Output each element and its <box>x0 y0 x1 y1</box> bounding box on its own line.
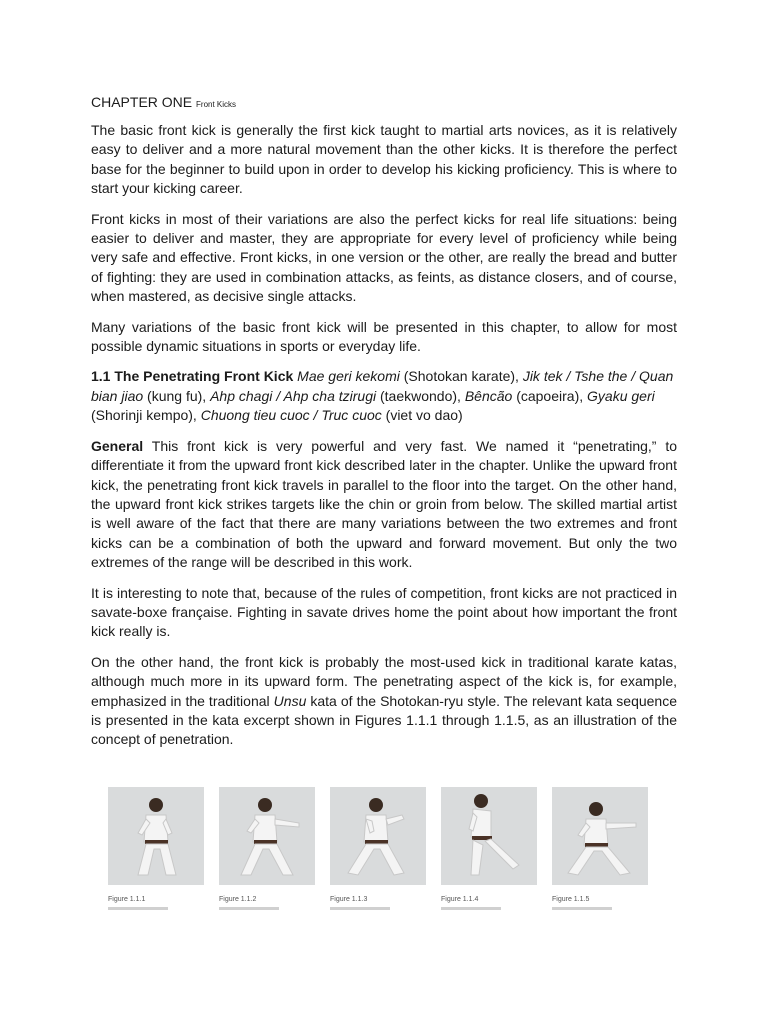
figure-5-caption: Figure 1.1.5 <box>552 896 590 903</box>
name-style-5: (Shorinji kempo), <box>91 407 201 424</box>
name-style-4: (capoeira), <box>512 387 588 404</box>
karateka-stance-icon <box>108 787 204 885</box>
figure-5 <box>552 787 648 910</box>
general-label: General <box>91 437 144 454</box>
karateka-guard-icon <box>330 787 426 885</box>
figure-5-photo <box>552 787 648 885</box>
paragraph-kata <box>91 653 677 750</box>
general-text: This front kick is very powerful and very fast. We named it “penetrating,” to differentiate it from the upward front kick described later in the chapter. Unlike the upward front kick, the penetrating front kick travels in parallel to the floor into the target. On the other hand, the upward front kick strikes targets like the chin or groin from below. The skilled martial artist is well aware of the fact that there are many variations between the two extremes and front kicks can be a combination of both the upward and forward movement. But only the two extremes of the range will be described in this work. <box>91 437 677 571</box>
chapter-title: CHAPTER ONE <box>91 94 193 110</box>
figure-3 <box>330 787 426 910</box>
paragraph-general <box>91 437 677 573</box>
figure-4-caption: Figure 1.1.4 <box>441 896 479 903</box>
figure-4-subcaption <box>441 907 501 910</box>
figure-1 <box>108 787 204 910</box>
name-term-4: Bêncão <box>464 387 513 404</box>
figure-2 <box>219 787 315 910</box>
figure-1-caption: Figure 1.1.1 <box>108 896 146 903</box>
figure-3-photo <box>330 787 426 885</box>
name-style-3: (taekwondo), <box>376 387 465 404</box>
name-style-1: (Shotokan karate), <box>399 368 523 385</box>
chapter-subtitle: Front Kicks <box>196 100 237 109</box>
name-term-6: Chuong tieu cuoc / Truc cuoc <box>200 407 382 424</box>
section-heading-paragraph <box>91 367 677 425</box>
figure-5-subcaption <box>552 907 612 910</box>
name-term-3: Ahp chagi / Ahp cha tzirugi <box>210 387 377 404</box>
name-style-2: (kung fu), <box>143 387 211 404</box>
section-heading: 1.1 The Penetrating Front Kick <box>91 368 294 385</box>
paragraph-real-life: Front kicks in most of their variations are also the perfect kicks for real life situations: being easier to deliver and master, they are appropriate for every level of proficiency while being very safe and effective. Front kicks, in one version or the other, are really the bread and butter of fighting: they are used in combination attacks, as feints, as distance closers, and of course, when mastered, as decisive single attacks. <box>91 210 677 305</box>
figure-3-subcaption <box>330 907 390 910</box>
figure-1-subcaption <box>108 907 168 910</box>
kata-text-after: kata of the Shotokan-ryu style. The relevant kata sequence is presented in the kata excerpt shown in Figures 1.1.1 through 1.1.5, as an illustration of the concept of penetration. <box>91 692 677 748</box>
karateka-strike-icon <box>552 787 648 885</box>
name-term-2: Jik tek / Tshe the / Quan bian jiao <box>91 368 674 404</box>
figure-2-photo <box>219 787 315 885</box>
figure-2-subcaption <box>219 907 279 910</box>
paragraph-savate: It is interesting to note that, because of the rules of competition, front kicks are not practiced in savate-boxe française. Fighting in savate drives home the point about how important the front kick really is. <box>91 584 677 640</box>
name-term-1: Mae geri kekomi <box>297 368 400 385</box>
figure-1-photo <box>108 787 204 885</box>
figure-3-caption: Figure 1.1.3 <box>330 896 368 903</box>
figure-4-photo <box>441 787 537 885</box>
kata-term: Unsu <box>273 692 307 709</box>
paragraph-variations: Many variations of the basic front kick will be presented in this chapter, to allow for most possible dynamic situations in sports or everyday life. <box>91 318 677 355</box>
figure-4 <box>441 787 537 910</box>
figure-2-caption: Figure 1.1.2 <box>219 896 257 903</box>
paragraph-intro: The basic front kick is generally the first kick taught to martial arts novices, as it is relatively easy to deliver and a more natural movement than the other kicks. It is therefore the perfect base for the beginner to build upon in order to develop his kicking proficiency. This is where to start your kicking career. <box>91 122 677 197</box>
document-page <box>91 92 677 761</box>
name-term-5: Gyaku geri <box>587 387 655 404</box>
kata-text-before: On the other hand, the front kick is probably the most-used kick in traditional karate katas, although much more in its upward form. The penetrating aspect of the kick is, for example, emphasized in the traditional <box>91 653 677 709</box>
figure-strip <box>108 787 650 912</box>
karateka-kick-icon <box>441 787 537 885</box>
name-style-6: (viet vo dao) <box>381 407 463 424</box>
chapter-heading <box>91 92 677 115</box>
karateka-punch-icon <box>219 787 315 885</box>
